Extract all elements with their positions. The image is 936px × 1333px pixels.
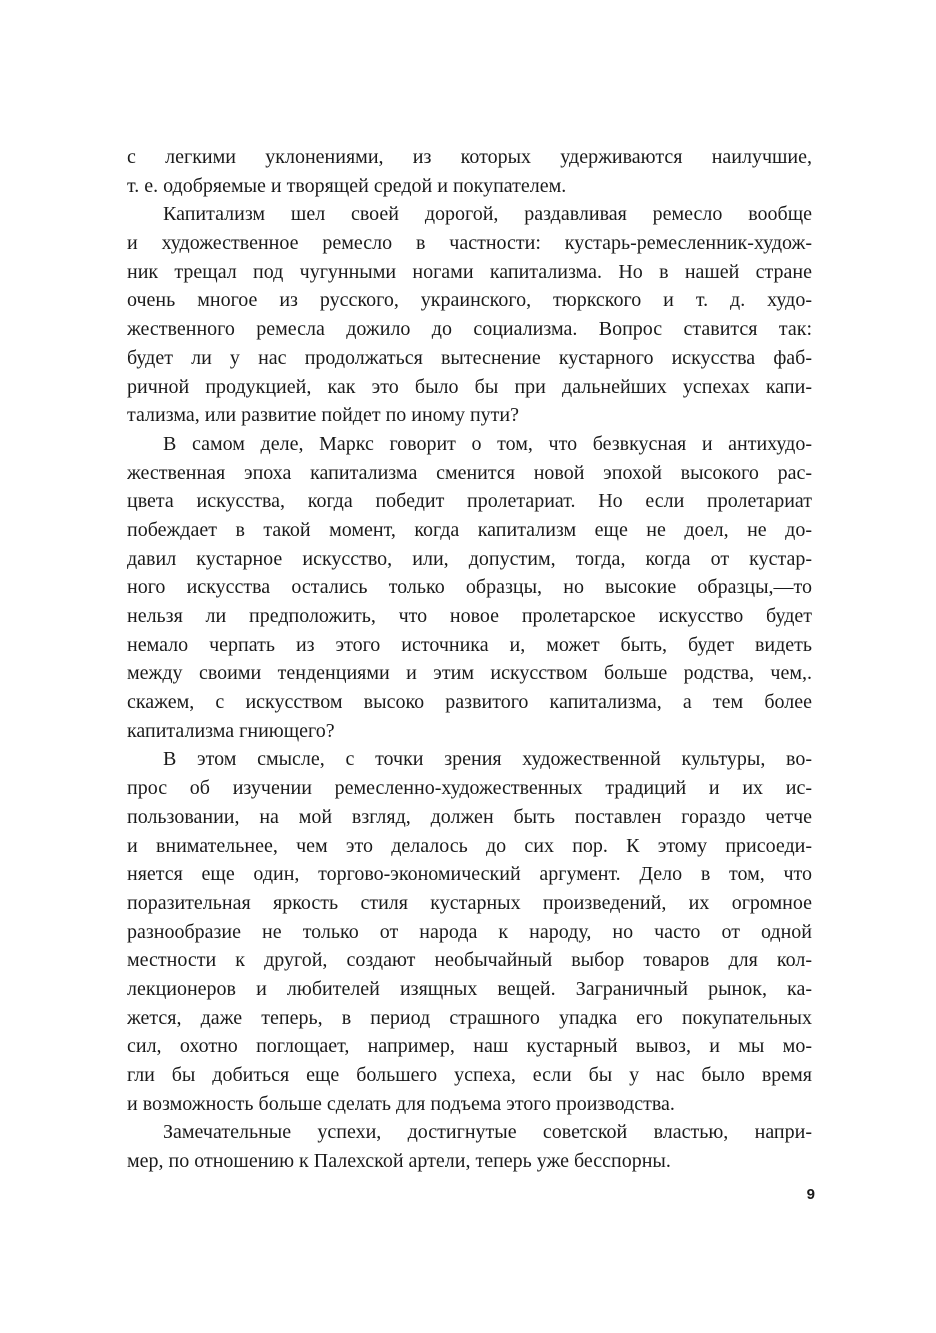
text-line: очень многое из русского, украинского, тюркского и т. д. худо-: [127, 289, 812, 312]
text-line: няется еще один, торгово-экономический аргумент. Дело в том, что: [127, 863, 812, 886]
text-line: скажем, с искусством высоко развитого капитализма, а тем более: [127, 691, 812, 714]
paragraph-start-line: В этом смысле, с точки зрения художественной культуры, во-: [163, 748, 812, 771]
text-line: сил, охотно поглощает, например, наш кустарный вывоз, и мы мо-: [127, 1035, 812, 1058]
page-number: 9: [806, 1186, 815, 1203]
text-line: местности к другой, создают необычайный выбор товаров для кол-: [127, 949, 812, 972]
text-line: лекционеров и любителей изящных вещей. Заграничный рынок, ка-: [127, 977, 812, 1000]
text-line: капитализма гниющего?: [127, 719, 335, 742]
text-line: поразительная яркость стиля кустарных произведений, их огромное: [127, 891, 812, 914]
text-line: жественная эпоха капитализма сменится новой эпохой высокого рас-: [127, 461, 812, 484]
text-line: жественного ремесла дожило до социализма. Вопрос ставится так:: [127, 318, 812, 341]
text-line: мер, по отношению к Палехской артели, теперь уже бесспорны.: [127, 1150, 671, 1173]
text-line: прос об изучении ремесленно-художественных традиций и их ис-: [127, 777, 812, 800]
text-line: давил кустарное искусство, или, допустим, тогда, когда от кустар-: [127, 547, 812, 570]
text-line: между своими тенденциями и этим искусством больше родства, чем,.: [127, 662, 812, 685]
text-line: ричной продукцией, как это было бы при дальнейших успехах капи-: [127, 375, 812, 398]
text-line: будет ли у нас продолжаться вытеснение кустарного искусства фаб-: [127, 346, 812, 369]
text-line: ного искусства остались только образцы, но высокие образцы,—то: [127, 576, 812, 599]
text-line: ник трещал под чугунными ногами капитализма. Но в нашей стране: [127, 260, 812, 283]
text-line: разнообразие не только от народа к народу, но часто от одной: [127, 920, 812, 943]
paragraph-start-line: Капитализм шел своей дорогой, раздавливая ремесло вообще: [163, 203, 812, 226]
text-line: побеждает в такой момент, когда капитализм еще не доел, не до-: [127, 518, 812, 541]
paragraph-start-line: В самом деле, Маркс говорит о том, что безвкусная и антихудо-: [163, 432, 812, 455]
text-line: и внимательнее, чем это делалось до сих пор. К этому присоеди-: [127, 834, 812, 857]
text-line: с легкими уклонениями, из которых удерживаются наилучшие,: [127, 146, 812, 168]
text-line: немало черпать из этого источника и, может быть, будет видеть: [127, 633, 812, 656]
text-line: и художественное ремесло в частности: кустарь-ремесленник-худож-: [127, 232, 812, 255]
text-line: т. е. одобряемые и творящей средой и покупателем.: [127, 174, 567, 197]
text-line: нельзя ли предположить, что новое пролетарское искусство будет: [127, 605, 812, 627]
body-text: [127, 143, 812, 1176]
text-line: пользовании, на мой взгляд, должен быть поставлен гораздо четче: [127, 805, 812, 828]
text-line: гли бы добиться еще большего успеха, если бы у нас было время: [127, 1064, 812, 1086]
text-line: тализма, или развитие пойдет по иному пути?: [127, 404, 519, 427]
paragraph-start-line: Замечательные успехи, достигнутые советской властью, напри-: [163, 1121, 812, 1144]
text-line: и возможность больше сделать для подъема этого производства.: [127, 1092, 675, 1115]
text-line: жется, даже теперь, в период страшного упадка его покупательных: [127, 1006, 812, 1029]
text-line: цвета искусства, когда победит пролетариат. Но если пролетариат: [127, 490, 812, 513]
